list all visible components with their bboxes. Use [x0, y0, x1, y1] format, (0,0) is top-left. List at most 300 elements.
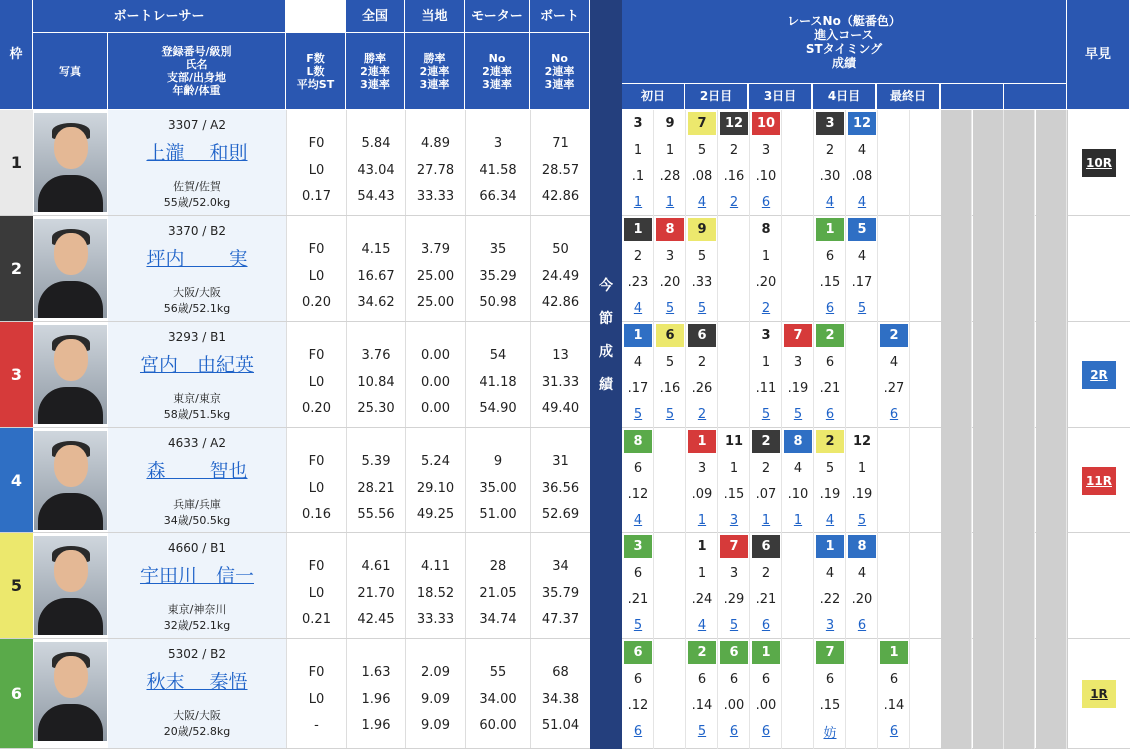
st-timing-cell: .10	[787, 487, 809, 502]
motor-value: 35	[489, 242, 507, 257]
racer-info	[108, 110, 286, 215]
motor-value: 28	[489, 559, 507, 574]
header-waku: 枠	[0, 0, 33, 110]
result-link[interactable]: 6	[729, 724, 739, 739]
race-number-cell	[656, 641, 684, 664]
result-link[interactable]: 6	[761, 195, 771, 210]
result-link[interactable]: 5	[761, 407, 771, 422]
st-timing-cell: .14	[883, 698, 905, 713]
face	[54, 445, 88, 487]
motor-value: 55	[489, 665, 507, 680]
age-weight: 20歳/52.8kg	[163, 725, 231, 738]
result-link	[784, 191, 812, 214]
motor-value: 41.18	[479, 375, 517, 390]
early-race-badge[interactable]: 1R	[1082, 680, 1116, 708]
local-value: 4.11	[421, 559, 450, 574]
grid-line	[653, 533, 654, 639]
boat-value: 50	[552, 242, 569, 257]
header-boat-sub: No 2連率 3連率	[530, 33, 590, 110]
fl-column	[286, 639, 346, 748]
course-cell: 1	[633, 143, 643, 158]
st-timing-cell	[880, 165, 908, 188]
st-timing-cell: .20	[851, 592, 873, 607]
motor-value: 54	[489, 348, 507, 363]
result-link[interactable]: 4	[825, 195, 835, 210]
registration-class: 3307 / A2	[167, 118, 227, 132]
race-grid	[622, 110, 1067, 216]
empty-day-column	[1036, 533, 1067, 639]
registration-class: 4633 / A2	[167, 436, 227, 450]
grid-line	[877, 322, 878, 428]
header-local-sub: 勝率 2連率 3連率	[405, 33, 465, 110]
st-timing-cell: .20	[659, 275, 681, 290]
race-number-cell: 1	[624, 218, 652, 241]
race-number-cell: 8	[752, 218, 780, 241]
stat-l: L0	[308, 269, 325, 284]
grid-line	[781, 533, 782, 639]
result-link	[656, 509, 684, 532]
header-day-extra	[1004, 84, 1067, 110]
branch-origin: 兵庫/兵庫	[173, 498, 221, 511]
course-cell	[656, 457, 684, 480]
all-value: 1.96	[361, 718, 391, 733]
racer-row	[0, 639, 590, 749]
empty-day-column	[1036, 639, 1067, 749]
empty-day-column	[941, 216, 972, 322]
local-value: 0.00	[421, 348, 450, 363]
race-number-cell: 5	[848, 218, 876, 241]
st-timing-cell: .28	[659, 169, 681, 184]
fl-column	[286, 216, 346, 321]
course-cell: 5	[697, 249, 707, 264]
motor-value: 35.00	[479, 481, 517, 496]
race-number-cell: 7	[688, 112, 716, 135]
result-link[interactable]: 6	[889, 724, 899, 739]
empty-day-column	[1036, 216, 1067, 322]
age-weight: 55歳/52.0kg	[163, 196, 231, 209]
course-cell: 6	[761, 672, 771, 687]
result-link[interactable]: 2	[761, 301, 771, 316]
early-race-badge[interactable]: 11R	[1082, 467, 1116, 495]
motor-column	[465, 428, 530, 532]
course-cell: 2	[633, 249, 643, 264]
stat-f: F0	[308, 136, 325, 151]
stat-f: F0	[308, 348, 325, 363]
course-cell: 2	[761, 566, 771, 581]
boat-value: 34.38	[541, 692, 580, 707]
course-cell	[848, 668, 876, 691]
course-cell: 1	[761, 249, 771, 264]
result-link[interactable]: 6	[761, 724, 771, 739]
result-link[interactable]: 1	[633, 195, 643, 210]
header-day-3: 3日目	[749, 84, 812, 110]
grid-line	[749, 533, 750, 639]
result-link	[784, 297, 812, 320]
local-value: 25.00	[416, 295, 455, 310]
course-cell	[656, 668, 684, 691]
course-cell: 2	[825, 143, 835, 158]
racer-name-link[interactable]: 上瀧 和則	[146, 142, 248, 164]
course-cell: 5	[665, 355, 675, 370]
st-timing-cell	[784, 588, 812, 611]
race-number-cell	[848, 324, 876, 347]
grid-line	[877, 639, 878, 749]
all-value: 3.76	[361, 348, 391, 363]
result-link[interactable]: 3	[729, 513, 739, 528]
boat-value: 31	[552, 454, 569, 469]
waku-number: 6	[0, 639, 33, 748]
empty-day-column	[941, 110, 972, 216]
result-link[interactable]: 1	[697, 513, 707, 528]
course-cell: 4	[857, 143, 867, 158]
result-link[interactable]: 4	[697, 195, 707, 210]
empty-day-column	[1036, 322, 1067, 428]
course-cell: 4	[825, 566, 835, 581]
all-value: 4.61	[361, 559, 391, 574]
st-timing-cell: .19	[787, 381, 809, 396]
age-weight: 58歳/51.5kg	[163, 408, 231, 421]
course-cell: 3	[697, 461, 707, 476]
result-link[interactable]: 5	[665, 407, 675, 422]
all-value: 1.96	[361, 692, 391, 707]
grid-line	[877, 110, 878, 216]
empty-day-column	[1004, 533, 1035, 639]
result-link[interactable]: 4	[857, 195, 867, 210]
st-timing-cell: .12	[627, 698, 649, 713]
course-cell: 1	[729, 461, 739, 476]
result-link[interactable]: 6	[825, 301, 835, 316]
st-timing-cell: .08	[851, 169, 873, 184]
st-timing-cell: .22	[819, 592, 841, 607]
branch-origin: 東京/神奈川	[167, 603, 227, 616]
grid-line	[781, 322, 782, 428]
course-cell: 3	[665, 249, 675, 264]
registration-class: 3293 / B1	[167, 330, 227, 344]
race-number-cell: 9	[688, 218, 716, 241]
st-timing-cell	[880, 483, 908, 506]
result-link	[720, 297, 748, 320]
all-value: 10.84	[357, 375, 395, 390]
racer-name-link[interactable]: 宇田川 信一	[139, 565, 254, 587]
motor-value: 50.98	[479, 295, 517, 310]
race-number-cell: 1	[688, 535, 716, 558]
racer-name-link[interactable]: 秋末 秦悟	[146, 671, 248, 693]
grid-line	[813, 428, 814, 533]
result-link[interactable]: 1	[793, 513, 803, 528]
result-link	[656, 720, 684, 743]
grid-line	[813, 533, 814, 639]
st-timing-cell: .16	[723, 169, 745, 184]
header-racer: ボートレーサー	[33, 0, 286, 33]
result-link[interactable]: 4	[633, 513, 643, 528]
boat-value: 31.33	[541, 375, 580, 390]
race-grid	[622, 533, 1067, 639]
course-cell	[784, 562, 812, 585]
branch-origin: 佐賀/佐賀	[173, 180, 221, 193]
empty-day-column	[1004, 428, 1035, 533]
result-link[interactable]: 1	[665, 195, 675, 210]
result-link	[880, 509, 908, 532]
side-label-char: 績	[599, 377, 613, 393]
result-link[interactable]: 5	[665, 301, 675, 316]
boat-value: 71	[552, 136, 569, 151]
motor-column	[465, 110, 530, 215]
race-number-cell	[880, 218, 908, 241]
empty-day-column	[1004, 322, 1035, 428]
st-timing-cell: .08	[691, 169, 713, 184]
result-link[interactable]: 2	[697, 407, 707, 422]
age-weight: 34歳/50.5kg	[163, 514, 231, 527]
racer-row	[0, 428, 590, 533]
stat-f: F0	[308, 665, 325, 680]
early-column	[1067, 322, 1130, 428]
result-link[interactable]: 6	[761, 618, 771, 633]
branch-origin: 東京/東京	[173, 392, 221, 405]
early-column	[1067, 428, 1130, 533]
course-cell	[848, 351, 876, 374]
result-link	[656, 614, 684, 637]
racer-row	[0, 322, 590, 428]
st-timing-cell: .30	[819, 169, 841, 184]
all-value: 16.67	[357, 269, 395, 284]
grid-line	[909, 110, 910, 216]
local-value: 4.89	[421, 136, 450, 151]
course-cell	[784, 139, 812, 162]
fl-column	[286, 322, 346, 427]
race-number-cell	[720, 218, 748, 241]
grid-line	[845, 428, 846, 533]
race-number-cell	[784, 112, 812, 135]
result-link[interactable]: 6	[857, 618, 867, 633]
stat-l: L0	[308, 586, 325, 601]
empty-day-column	[973, 322, 1004, 428]
boat-value: 49.40	[541, 401, 580, 416]
boat-column	[530, 533, 590, 638]
header-day-1: 初日	[622, 84, 685, 110]
all-value: 43.04	[357, 163, 395, 178]
boat-column	[530, 322, 590, 427]
shirt	[38, 281, 103, 318]
grid-line	[909, 533, 910, 639]
boat-column	[530, 639, 590, 748]
st-timing-cell: .15	[723, 487, 745, 502]
grid-line	[845, 110, 846, 216]
registration-class: 5302 / B2	[167, 647, 227, 661]
course-cell: 1	[665, 143, 675, 158]
all-column	[346, 428, 405, 532]
race-number-cell: 3	[752, 324, 780, 347]
header-local: 当地	[405, 0, 465, 33]
race-number-cell: 6	[752, 535, 780, 558]
motor-value: 34.00	[479, 692, 517, 707]
all-value: 4.15	[361, 242, 391, 257]
st-timing-cell	[784, 271, 812, 294]
course-cell: 3	[729, 566, 739, 581]
result-link[interactable]: 5	[697, 724, 707, 739]
st-timing-cell	[720, 377, 748, 400]
side-label-char: 節	[599, 311, 613, 327]
course-cell	[880, 562, 908, 585]
result-link[interactable]: 3	[825, 618, 835, 633]
course-cell	[784, 668, 812, 691]
local-value: 2.09	[421, 665, 450, 680]
local-value: 3.79	[421, 242, 450, 257]
race-grid	[622, 428, 1067, 533]
boat-value: 51.04	[541, 718, 580, 733]
stat-st: 0.16	[302, 507, 331, 522]
result-link[interactable]: 5	[729, 618, 739, 633]
boat-value: 36.56	[541, 481, 580, 496]
grid-line	[685, 639, 686, 749]
result-link[interactable]: 6	[889, 407, 899, 422]
motor-value: 21.05	[479, 586, 517, 601]
stat-st: 0.17	[302, 189, 331, 204]
motor-column	[465, 216, 530, 321]
race-number-cell: 2	[688, 641, 716, 664]
race-number-cell: 10	[752, 112, 780, 135]
local-value: 0.00	[421, 375, 450, 390]
course-cell: 6	[729, 672, 739, 687]
race-grid	[622, 216, 1067, 322]
result-link[interactable]: 妨	[823, 726, 837, 741]
empty-day-column	[1004, 216, 1035, 322]
motor-value: 60.00	[479, 718, 517, 733]
local-column	[405, 428, 465, 532]
st-timing-cell: .16	[659, 381, 681, 396]
race-number-cell: 1	[816, 218, 844, 241]
course-cell: 6	[889, 672, 899, 687]
course-cell: 6	[825, 355, 835, 370]
course-cell: 6	[633, 566, 643, 581]
result-link[interactable]: 4	[697, 618, 707, 633]
branch-origin: 大阪/大阪	[173, 286, 221, 299]
local-column	[405, 110, 465, 215]
st-timing-cell: .29	[723, 592, 745, 607]
course-cell: 1	[761, 355, 771, 370]
st-timing-cell: .17	[627, 381, 649, 396]
local-value: 33.33	[416, 189, 455, 204]
result-link[interactable]: 5	[857, 301, 867, 316]
result-link	[880, 614, 908, 637]
st-timing-cell	[656, 694, 684, 717]
racer-photo	[34, 219, 107, 318]
racer-photo	[34, 113, 107, 212]
motor-value: 51.00	[479, 507, 517, 522]
face	[54, 127, 88, 169]
race-number-cell: 2	[816, 324, 844, 347]
local-value: 18.52	[416, 586, 455, 601]
empty-day-column	[941, 533, 972, 639]
header-motor: モーター	[465, 0, 530, 33]
header-motor-sub: No 2連率 3連率	[465, 33, 530, 110]
grid-line	[653, 428, 654, 533]
waku-number: 5	[0, 533, 33, 638]
st-timing-cell: .00	[755, 698, 777, 713]
racer-photo	[34, 642, 107, 741]
st-timing-cell	[880, 588, 908, 611]
grid-line	[717, 322, 718, 428]
race-number-cell: 3	[816, 112, 844, 135]
result-link[interactable]: 1	[761, 513, 771, 528]
header-fl: F数 L数 平均ST	[286, 33, 346, 110]
race-number-cell	[784, 535, 812, 558]
st-timing-cell: .21	[627, 592, 649, 607]
race-number-cell: 1	[752, 641, 780, 664]
boat-value: 28.57	[541, 163, 580, 178]
racer-info	[108, 216, 286, 321]
racer-row	[0, 216, 590, 322]
result-link[interactable]: 5	[857, 513, 867, 528]
grid-line	[653, 110, 654, 216]
st-timing-cell: .19	[851, 487, 873, 502]
result-link[interactable]: 4	[633, 301, 643, 316]
stat-l: L0	[308, 375, 325, 390]
early-race-badge[interactable]: 2R	[1082, 361, 1116, 389]
race-number-cell: 2	[816, 430, 844, 453]
result-link[interactable]: 5	[793, 407, 803, 422]
st-timing-cell: .23	[627, 275, 649, 290]
st-timing-cell	[848, 694, 876, 717]
stat-st: -	[314, 718, 319, 733]
header-day-5: 最終日	[877, 84, 940, 110]
st-timing-cell: .11	[755, 381, 777, 396]
racer-row	[0, 110, 590, 216]
result-link	[720, 403, 748, 426]
racer-name-link[interactable]: 宮内 由紀英	[139, 354, 254, 376]
motor-value: 34.74	[479, 612, 517, 627]
all-value: 5.84	[361, 136, 391, 151]
grid-line	[845, 216, 846, 322]
racer-name-link[interactable]: 森 智也	[146, 460, 248, 482]
st-timing-cell: .15	[819, 275, 841, 290]
result-link[interactable]: 4	[825, 513, 835, 528]
result-link[interactable]: 2	[729, 195, 739, 210]
st-timing-cell	[784, 165, 812, 188]
race-number-cell	[784, 641, 812, 664]
course-cell: 2	[729, 143, 739, 158]
grid-line	[717, 110, 718, 216]
result-link[interactable]: 5	[697, 301, 707, 316]
course-cell: 4	[889, 355, 899, 370]
grid-line	[653, 639, 654, 749]
early-column	[1067, 533, 1130, 639]
result-link[interactable]: 5	[633, 407, 643, 422]
all-value: 5.39	[361, 454, 391, 469]
boat-value: 34	[552, 559, 569, 574]
boat-value: 68	[552, 665, 569, 680]
grid-line	[877, 533, 878, 639]
local-column	[405, 533, 465, 638]
grid-line	[845, 322, 846, 428]
early-race-badge[interactable]: 10R	[1082, 149, 1116, 177]
result-link[interactable]: 5	[633, 618, 643, 633]
grid-line	[749, 322, 750, 428]
local-value: 33.33	[416, 612, 455, 627]
boat-column	[530, 216, 590, 321]
header-photo: 写真	[33, 33, 108, 110]
result-link[interactable]: 6	[825, 407, 835, 422]
st-timing-cell: .21	[755, 592, 777, 607]
racer-name-link[interactable]: 坪内 実	[146, 248, 248, 270]
header-info: 登録番号/級別 氏名 支部/出身地 年齢/体重	[108, 33, 286, 110]
early-column	[1067, 110, 1130, 216]
result-link[interactable]: 6	[633, 724, 643, 739]
race-number-cell	[848, 641, 876, 664]
boat-value: 24.49	[541, 269, 580, 284]
result-link	[784, 614, 812, 637]
result-link	[784, 720, 812, 743]
st-timing-cell: .10	[755, 169, 777, 184]
